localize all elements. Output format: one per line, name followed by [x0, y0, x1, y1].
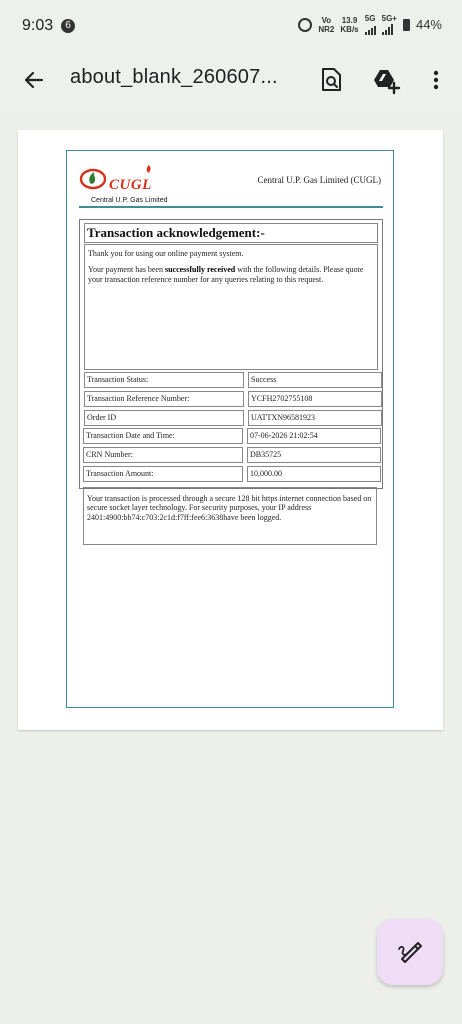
row-label: Transaction Amount: — [83, 466, 243, 482]
thanks-text: Thank you for using our online payment system. — [88, 249, 244, 258]
band-5g-text: 5G — [364, 14, 376, 23]
signal-5g — [365, 14, 376, 35]
cugl-logo — [79, 161, 168, 204]
message-bold: successfully received — [164, 265, 236, 275]
status-indicators — [298, 14, 442, 35]
company-name: Central U.P. Gas Limited (CUGL) — [257, 175, 381, 185]
row-label: Transaction Date and Time: — [83, 428, 243, 444]
row-value: Success — [248, 372, 382, 388]
logo-subtitle: Central U.P. Gas Limited — [91, 197, 168, 204]
search-document-icon — [316, 64, 346, 96]
row-value: 10,000.00 — [247, 466, 381, 482]
message-prefix: Your payment has been — [88, 265, 165, 275]
detail-rows-continued — [79, 219, 383, 549]
security-note: Your transaction is processed through a secure 128 bit https internet connection based on secure socket layer technology. For security purposes, your IP address 2401:4900:bb74:c703:2c1d:f7ff:fee6:3638have been logged. — [83, 487, 377, 545]
signal-bars-icon — [365, 23, 376, 35]
row-label: CRN Number: — [83, 447, 243, 463]
notification-count-badge: 6 — [61, 19, 75, 33]
battery-percent: 44% — [415, 17, 442, 32]
document-title: about_blank_260607... — [70, 66, 278, 88]
speed-unit: KB/s — [340, 24, 359, 34]
message-suffix: with the following details. Please quote your transaction reference number for any queries relating to this request. — [88, 265, 364, 284]
annotate-fab[interactable] — [377, 919, 443, 985]
add-to-drive-button[interactable] — [370, 64, 402, 96]
row-label: Transaction Status: — [84, 372, 244, 388]
row-label: Transaction Reference Number: — [84, 391, 244, 407]
more-vert-icon — [426, 64, 446, 96]
network-top-text: Vo — [321, 15, 332, 25]
status-bar — [0, 0, 462, 52]
row-label: Order ID — [84, 410, 244, 426]
band-5g-plus-text: 5G+ — [381, 14, 397, 23]
row-value: UATTXN96581923 — [248, 410, 382, 426]
add-to-drive-icon — [370, 64, 402, 96]
receipt-frame — [66, 150, 394, 708]
back-button[interactable] — [18, 64, 50, 96]
table-row — [83, 428, 381, 444]
top-app-bar — [0, 52, 462, 110]
volte-indicator — [318, 16, 334, 34]
signal-5g-plus — [382, 14, 397, 35]
back-arrow-icon — [18, 64, 50, 96]
find-in-document-button[interactable] — [316, 64, 346, 96]
document-viewer[interactable] — [0, 110, 462, 1024]
table-row — [83, 466, 381, 482]
more-options-button[interactable] — [426, 64, 446, 96]
network-bottom-text: NR2 — [318, 24, 335, 34]
row-value: 07-06-2026 21:02:54 — [247, 428, 381, 444]
document-page — [18, 130, 443, 730]
table-row — [83, 447, 381, 463]
battery-icon — [403, 19, 410, 31]
row-value: YCFH2702755108 — [248, 391, 382, 407]
speed-value: 13.9 — [341, 15, 358, 25]
edit-pen-icon — [377, 919, 443, 985]
header-divider — [79, 206, 383, 208]
row-value: DB35725 — [247, 447, 381, 463]
acknowledgement-title: Transaction acknowledgement:- — [84, 223, 378, 243]
alarm-icon — [298, 18, 312, 32]
signal-bars-icon — [382, 23, 397, 35]
network-speed — [340, 16, 358, 34]
logo-text: CUGL — [109, 177, 152, 193]
status-time: 9:03 — [22, 17, 54, 34]
